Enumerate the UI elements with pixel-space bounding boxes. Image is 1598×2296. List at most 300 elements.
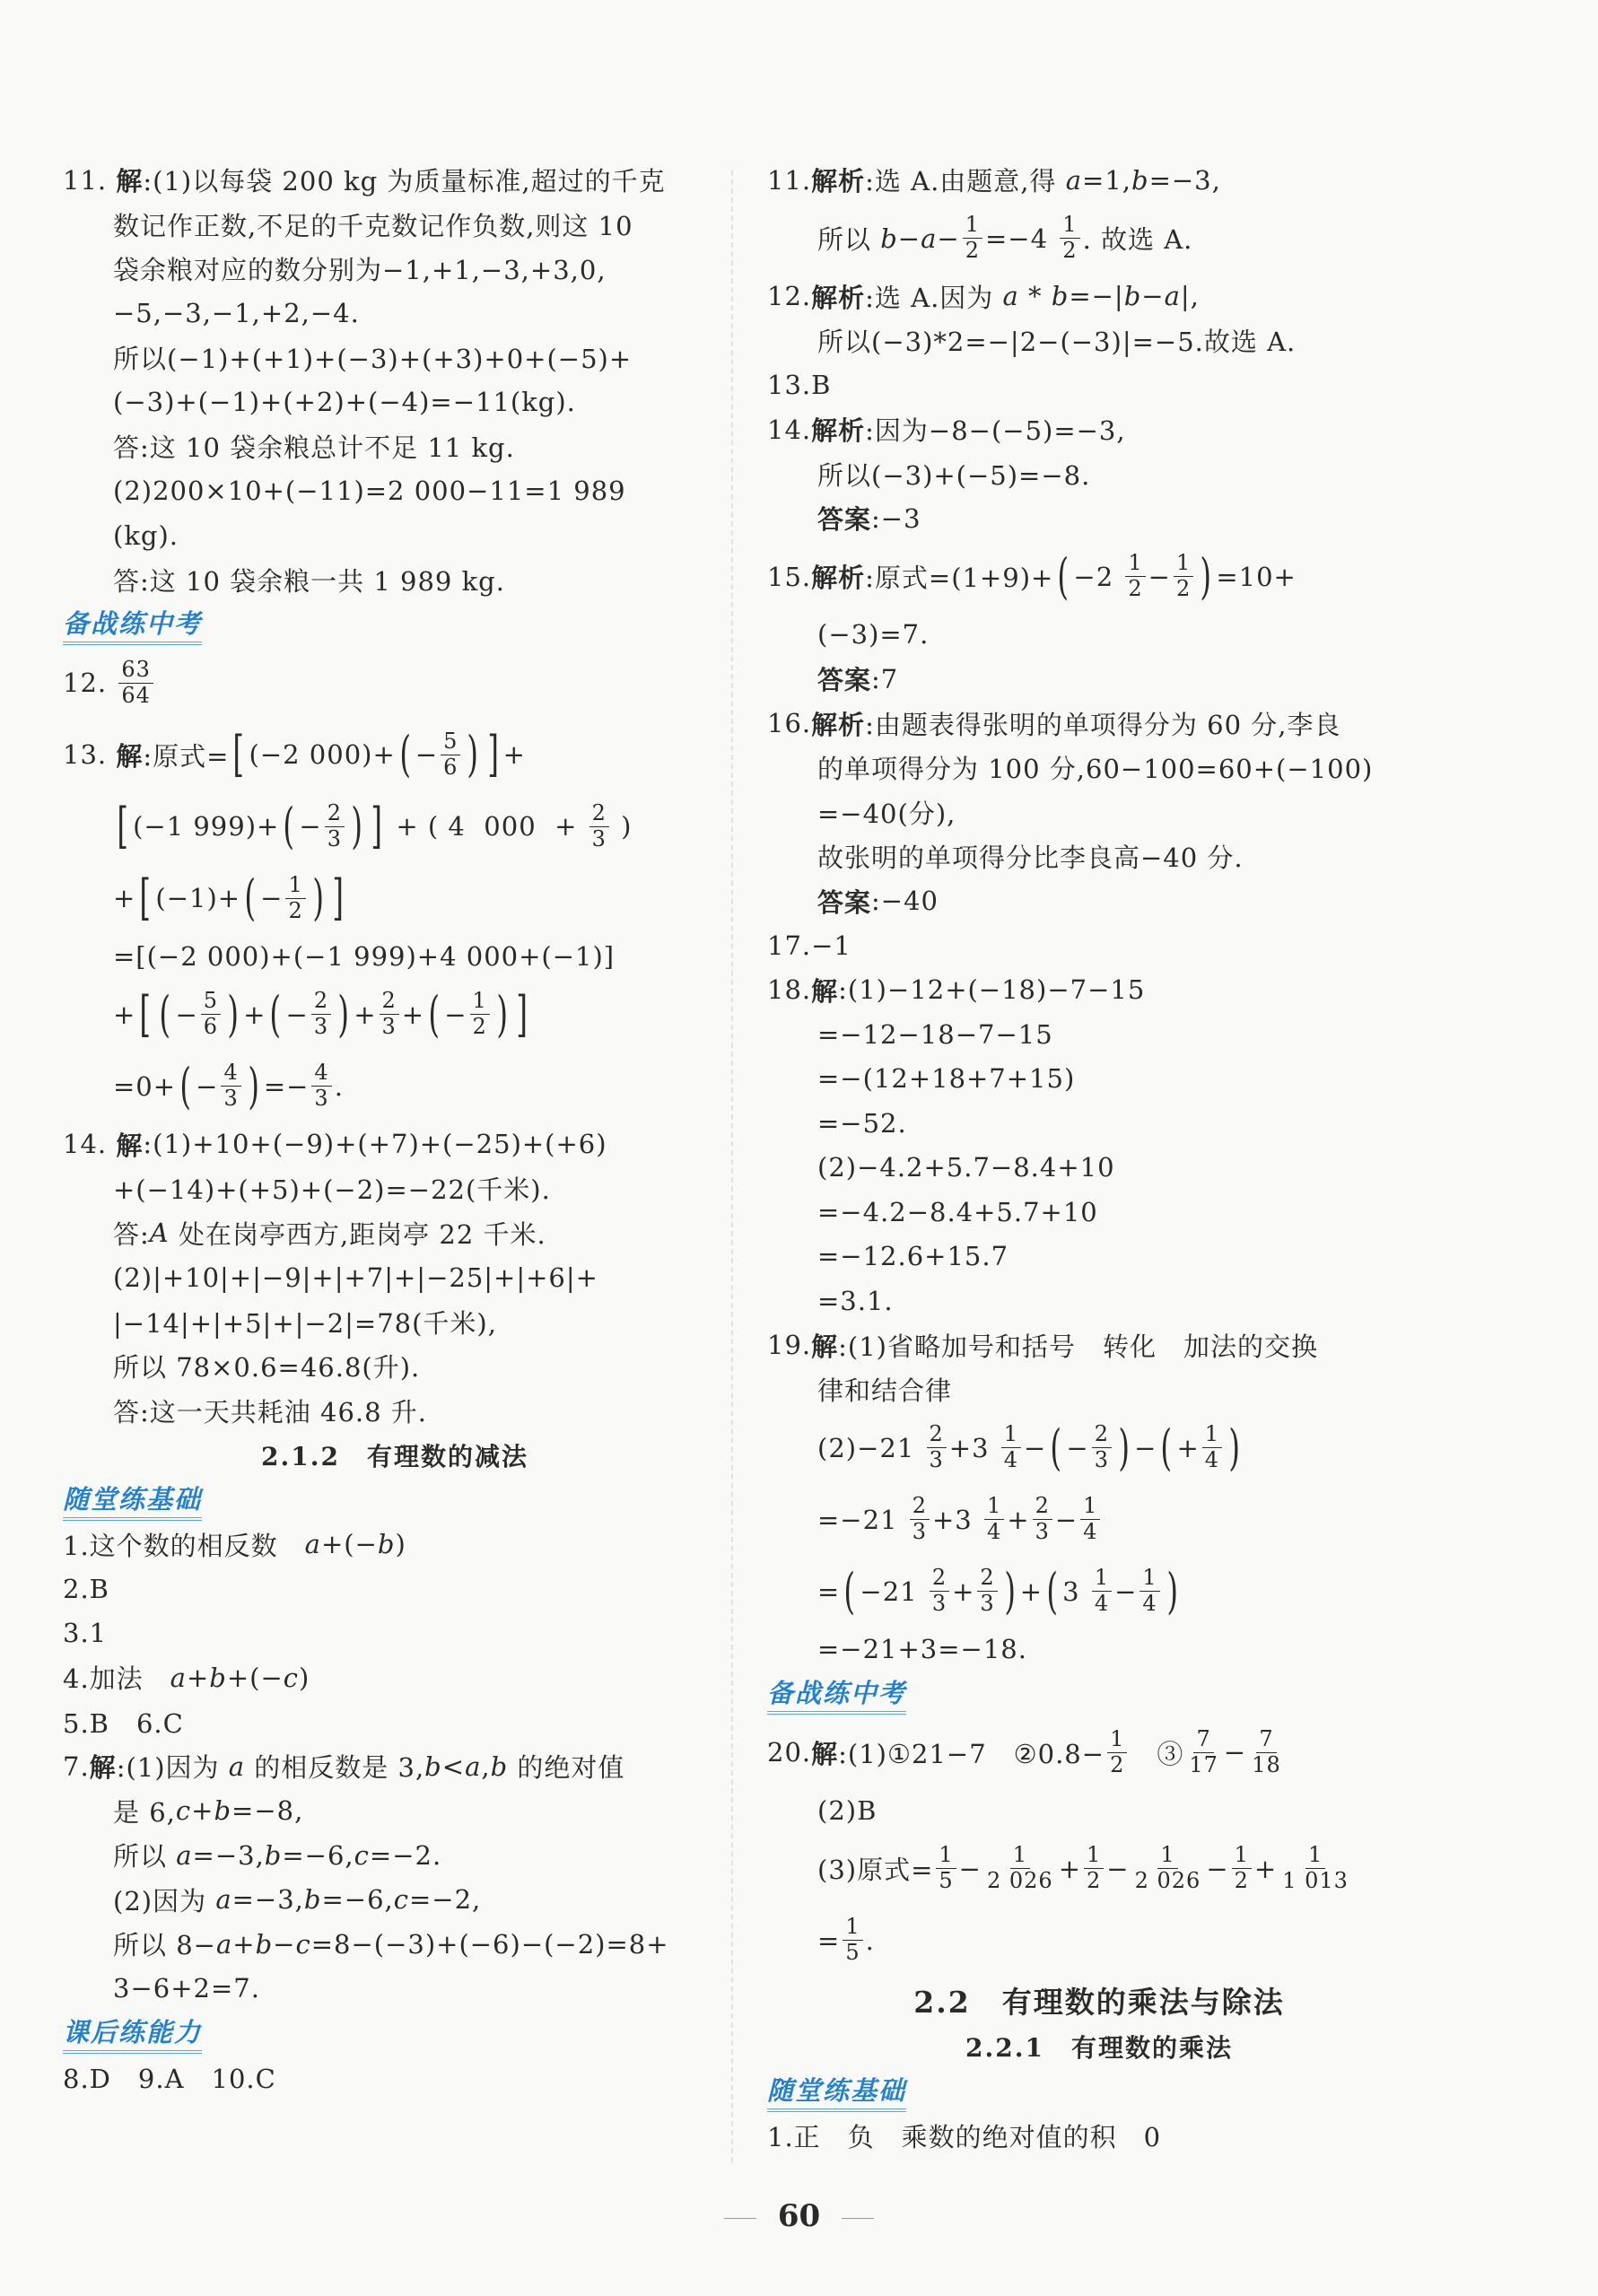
answer-line [63,380,727,425]
answer-line [63,203,727,248]
numerator: 2 [930,1566,949,1592]
numerator: 4 [311,1061,331,1087]
variable: a [170,1662,187,1693]
numerator: 1 [1125,551,1145,577]
text: :−3 [871,502,921,534]
variable: a [176,1839,193,1871]
text: +3 [932,1504,982,1535]
text: 所以(−3)*2=−|2−(−3)|=−5.故选 A. [817,327,1297,358]
numerator: 1 [843,1915,862,1941]
bracket: ) [1118,1419,1131,1476]
answer-item [63,1700,727,1745]
text: − [1141,281,1165,312]
numerator: 1 [1202,1422,1222,1448]
fraction [1249,1727,1284,1777]
bracket: ( [843,1562,856,1619]
fraction [470,989,490,1039]
text: 13. [63,739,117,770]
text: +(− [226,1662,284,1693]
text: 14. [767,414,812,445]
answer-line [63,862,727,934]
answer-line [63,790,727,862]
section-heading-label: 课后练能力 [63,2012,202,2054]
numerator: 7 [1256,1727,1276,1753]
answer-line [63,1789,727,1834]
fraction [1092,1566,1112,1616]
text: =−| [1069,281,1124,312]
variable: b [880,223,898,254]
answer-line [63,934,727,979]
numerator: 1 [1232,1843,1252,1869]
text: ③ [1130,1738,1184,1769]
answer-line [767,1905,1431,1977]
denominator: 3 [591,825,607,851]
numerator: 2 [927,1422,947,1448]
numerator: 1 [984,1494,1004,1520]
denominator: 3 [1094,1447,1110,1472]
text: 17.−1 [767,930,851,961]
numerator: 5 [441,729,460,755]
answer-line [767,1367,1431,1412]
text: 3 [1062,1576,1089,1607]
answer-line [63,1922,727,1967]
variable: b [1123,281,1142,312]
text: 5.B 6.C [63,1707,184,1739]
answer-line [767,1146,1431,1191]
text: 15. [767,561,812,592]
text: (2)200×10+(−11)=2 000−11=1 989 [113,476,626,507]
text: :−40 [871,886,939,917]
text: 20. [767,1737,812,1768]
text: + [113,883,136,913]
fraction [1202,1422,1222,1472]
text: =−52. [817,1107,907,1139]
text: :原式= [143,740,230,772]
variable: b [377,1529,396,1560]
text: +(− [320,1529,378,1560]
subsection-title: 2.2.1 有理数的乘法 [965,2033,1233,2064]
text: :选 A.由题意,得 [865,166,1066,197]
answer-line [767,1628,1431,1672]
text: + [243,999,266,1030]
text: (2)−4.2+5.7−8.4+10 [817,1152,1115,1183]
text: − [937,223,960,254]
fraction [1140,1566,1159,1616]
text: 所以(−1)+(+1)+(−3)+(+3)+0+(−5)+ [113,344,633,375]
text: 是 6, [113,1796,176,1828]
fraction [118,658,153,708]
answer-item [767,702,1431,746]
bracket: ( [428,985,441,1043]
text: − [273,1928,296,1960]
bracket: ) [312,869,325,926]
text: 3.1 [63,1618,108,1649]
page-number: 60 [0,2198,1598,2234]
text: . [334,1070,344,1102]
text: + [1007,1504,1030,1535]
variable: a [465,1750,482,1782]
bold-label: 解 [89,1752,117,1784]
fraction [1060,213,1079,263]
text: + [232,1928,256,1960]
denominator: 3 [1035,1519,1050,1544]
answer-item [63,2056,727,2100]
text: 答:这 10 袋余粮总计不足 11 kg. [113,432,515,464]
text: :(1)以每袋 200 kg 为质量标准,超过的千克 [143,166,666,197]
denominator: 2 [288,897,303,923]
section-heading-label: 随堂练基础 [767,2071,906,2112]
fraction [325,801,345,851]
bold-label: 答案 [817,665,872,696]
answer-item [63,1523,727,1567]
text: 11. [767,164,812,196]
numerator: 63 [118,658,153,684]
text: =−2. [369,1839,442,1871]
answer-line [63,1389,727,1434]
answer-line [767,613,1431,658]
text: +(−14)+(+5)+(−2)=−22(千米). [113,1174,551,1206]
answer-line [63,247,727,292]
text: + [1176,1432,1200,1463]
denominator: 4 [1083,1519,1098,1544]
text: :选 A.因为 [865,282,1003,313]
denominator: 3 [929,1447,944,1472]
bracket: ) [227,985,240,1043]
answer-item [63,158,727,203]
fraction [1084,1843,1104,1893]
text: 1.这个数的相反数 [63,1530,305,1561]
fraction [1107,1727,1127,1777]
answer-item [767,968,1431,1013]
variable: a [1164,281,1181,312]
text: 的相反数是 3, [245,1752,425,1784]
answer-item [767,1716,1431,1788]
fraction [441,729,460,780]
fraction [589,801,609,851]
answer-line [63,1166,727,1211]
bracket: ) [1228,1419,1241,1476]
text: =−4.2−8.4+5.7+10 [817,1196,1098,1227]
right-column [767,158,1431,2159]
numerator: 2 [311,989,331,1015]
answer-item [767,275,1431,319]
variable: c [295,1928,311,1960]
variable: b [255,1928,274,1960]
text: =− [263,1070,310,1102]
text: − [1114,1576,1138,1607]
text: + ( 4 000 + [387,811,587,842]
bracket: ( [399,726,412,782]
text: − [415,739,439,770]
variable: a [215,1884,232,1916]
fraction [201,989,221,1039]
variable: b [264,1839,283,1871]
text: + [952,1576,975,1607]
denominator: 18 [1252,1751,1281,1777]
text: 答:这 10 袋余粮一共 1 989 kg. [113,565,505,597]
text: =−6, [282,1839,354,1871]
text: − [1206,1853,1229,1884]
variable: c [283,1662,300,1693]
fraction [984,1494,1004,1544]
bold-label: 解析 [811,282,866,313]
variable: b [1131,164,1149,196]
text: * [1018,281,1052,312]
answer-line [767,319,1431,363]
text: − [299,811,322,842]
variable: c [354,1839,370,1871]
answer-line [767,879,1431,924]
text: − [285,999,309,1030]
text: 故张明的单项得分比李良高−40 分. [817,842,1244,874]
text: =1, [1082,164,1131,196]
fraction [311,989,331,1039]
answer-line [767,1101,1431,1146]
bracket: ( [1160,1419,1174,1476]
denominator: 3 [314,1086,329,1111]
answer-item [767,2114,1431,2159]
bold-label: 解 [811,1738,839,1769]
text: +3 [948,1432,999,1463]
denominator: 2 026 [1134,1868,1201,1893]
answer-item [767,923,1431,968]
bracket: ] [371,798,383,854]
answer-line [63,292,727,336]
denominator: 2 [1128,576,1143,601]
denominator: 2 [1234,1868,1249,1893]
answer-line [767,203,1431,275]
answer-line [63,1255,727,1300]
text: =−3, [231,1884,304,1916]
bracket: ( [1057,547,1070,605]
text: 12. [63,668,117,698]
fraction [1001,1422,1021,1472]
section-heading-label: 备战练中考 [767,1673,906,1715]
bold-label: 答案 [817,886,872,918]
text: + [191,1795,214,1827]
bracket: ( [244,869,257,926]
answer-item [63,1611,727,1656]
bold-label: 解 [811,1331,839,1362]
text: 袋余粮对应的数分别为−1,+1,−3,+3,0, [113,255,607,286]
text: − [1024,1432,1047,1463]
answer-item [63,719,727,790]
text: =−4 [985,223,1058,254]
text: :(1)因为 [116,1752,229,1784]
text: :(1)①21−7 ②0.8− [838,1738,1105,1769]
text: (2)−21 [817,1432,924,1463]
text: − [1066,1432,1089,1463]
variable: b [303,1884,322,1916]
bracket: ] [486,726,500,782]
answer-line [63,1211,727,1256]
answer-line [767,1556,1431,1628]
text: :(1)+10+(−9)+(+7)+(−25)+(+6) [143,1129,607,1160]
numerator: 1 [1060,213,1079,239]
bracket: [ [232,726,246,782]
text: =−3, [192,1839,265,1871]
section-heading [63,602,727,647]
text: 的单项得分为 100 分,60−100=60+(−100) [817,754,1374,785]
denominator: 2 [1062,238,1078,263]
denominator: 6 [443,754,458,780]
text: |−14|+|+5|+|−2|=78(千米), [113,1307,497,1339]
text: + [354,999,377,1030]
answer-line [63,336,727,380]
section-heading-label: 随堂练基础 [63,1480,202,1521]
denominator: 4 [1003,1447,1019,1472]
text: 13.B [767,370,832,401]
text: . 故选 A. [1082,224,1193,255]
text: 所以 78×0.6=46.8(升). [113,1352,421,1384]
denominator: 2 [1110,1751,1125,1777]
bold-label: 答案 [817,504,872,536]
bracket: ) [496,985,509,1043]
fraction [1174,551,1193,601]
section-heading [63,1478,727,1523]
fraction [910,1494,930,1544]
text: −2 [1073,561,1123,592]
text: ) [299,1662,310,1693]
fraction [843,1915,862,1965]
text: 18. [767,974,812,1006]
numerator: 1 [285,873,305,899]
bracket: ) [337,985,350,1043]
bracket: ( [1050,1419,1063,1476]
text: =−3, [1148,164,1221,196]
bracket: ) [1166,1562,1179,1619]
bracket: ( [159,985,172,1043]
answer-line [63,424,727,469]
section-heading [767,2069,1431,2114]
bracket: ) [467,726,480,782]
text: 7. [63,1750,90,1782]
numerator: 1 [1157,1843,1177,1869]
denominator: 5 [845,1940,860,1965]
text: + [1253,1853,1278,1884]
numerator: 1 [1084,1843,1104,1869]
numerator: 4 [221,1061,240,1087]
answer-item [767,363,1431,408]
numerator: 1 [1080,1494,1100,1520]
denominator: 4 [1204,1447,1220,1472]
text: 16. [767,708,812,739]
text: =−40(分), [817,798,956,829]
variable: b [214,1795,232,1827]
bold-label: 解 [116,166,144,197]
text: 所以(−3)+(−5)=−8. [817,459,1091,491]
bracket: ) [351,798,363,854]
bracket: ( [283,798,295,854]
answer-item [767,407,1431,452]
variable: c [393,1884,409,1916]
text: =−6, [321,1884,394,1916]
answer-line [63,979,727,1051]
denominator: 3 [313,1014,329,1039]
fraction [1092,1422,1112,1472]
denominator: 2 026 [986,1868,1053,1893]
fraction [221,1061,240,1111]
answer-item [767,541,1431,613]
denominator: 4 [1142,1591,1157,1616]
numerator: 1 [1092,1566,1112,1592]
text: −21 [860,1576,927,1607]
answer-line [63,558,727,603]
bracket: ( [179,1057,192,1114]
text: :7 [871,663,899,694]
text: , [481,1750,491,1782]
numerator: 1 [1174,551,1193,577]
denominator: 3 [223,1086,239,1111]
variable: a [1002,281,1019,312]
text: 11. [63,164,117,196]
answer-item [63,1567,727,1611]
text: :由题表得张明的单项得分为 60 分,李良 [865,709,1341,740]
denominator: 5 [939,1868,954,1893]
fraction [1033,1494,1052,1544]
text: 所以 [113,1841,177,1873]
variable: A [149,1218,170,1249]
fraction [311,1061,331,1111]
text: −5,−3,−1,+2,−4. [113,298,360,329]
variable: c [175,1795,192,1827]
text: + [1058,1853,1082,1884]
text: 律和结合律 [817,1375,953,1407]
variable: a [228,1750,246,1782]
text: − [1054,1504,1078,1535]
fraction [1279,1843,1351,1893]
bold-label: 解析 [811,709,866,740]
numerator: 1 [470,989,490,1015]
text: (−3)=7. [817,619,930,650]
fraction [1132,1843,1204,1893]
answer-line [767,1484,1431,1556]
text: 答: [113,1218,150,1250]
fraction [963,213,982,263]
text: =−12.6+15.7 [817,1241,1009,1272]
subsection-title: 2.1.2 有理数的减法 [261,1441,528,1471]
text: (3)原式= [817,1855,934,1885]
text: :(1)−12+(−18)−7−15 [838,974,1146,1006]
answer-line [63,1051,727,1122]
denominator: 4 [1094,1591,1110,1616]
bracket: ] [332,869,345,926]
fraction [1186,1727,1221,1777]
text: 所以 [817,224,881,255]
answer-line [63,1344,727,1389]
text: < [441,1750,466,1782]
denominator: 64 [121,682,151,708]
text: ) [395,1529,406,1560]
bracket: ] [516,985,528,1043]
text: 所以 8− [113,1930,216,1961]
text: + [186,1662,210,1693]
text: 12. [767,281,812,312]
text: (2)因为 [113,1885,216,1916]
bracket: ( [269,985,283,1043]
left-column [63,158,727,2100]
bracket: ) [248,1057,260,1114]
bracket: ( [1046,1562,1059,1619]
fraction [936,1843,956,1893]
denominator: 3 [980,1591,995,1616]
answer-line [767,1057,1431,1102]
variable: a [215,1928,233,1960]
text: + [113,999,136,1030]
answer-line [767,834,1431,879]
text: =−12−18−7−15 [817,1018,1053,1050]
fraction [930,1566,949,1616]
